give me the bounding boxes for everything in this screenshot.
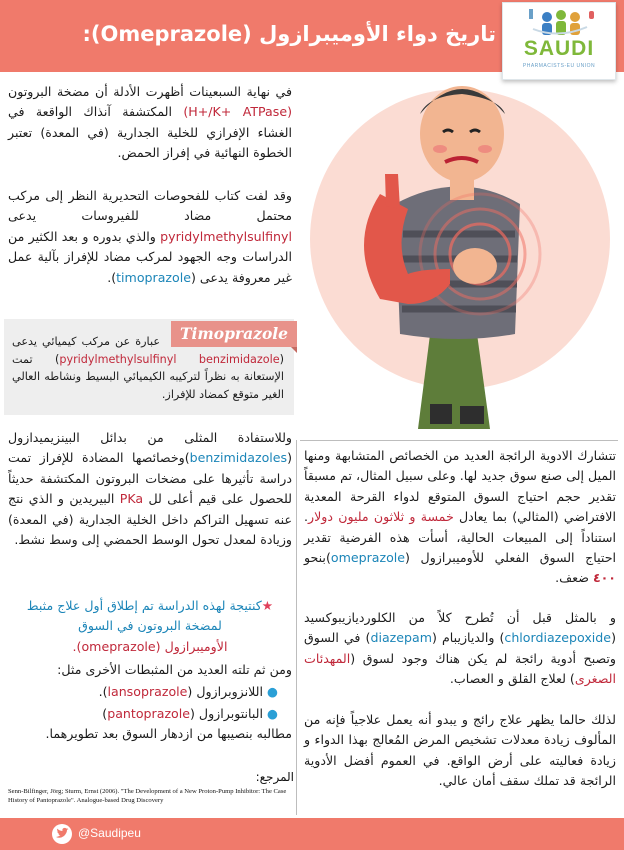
timoprazole-term: timoprazole — [116, 269, 191, 285]
pka-term: PKa — [119, 491, 144, 507]
market-text-b: وعلى سبيل المثال، تم مسبقاً تقدير حجم احتياج السوق المتوقع لدواء القرحة المعدية الافتراضي (المثالي) بما يعادل — [304, 468, 616, 525]
logo-subtitle: PHARMACISTS-EU UNION — [522, 63, 596, 69]
saudi-logo — [502, 2, 616, 80]
reference-heading: المرجع: — [255, 770, 294, 784]
pantoprazole-term: pantoprazole — [107, 706, 191, 721]
chlordiazepoxide-term: chlordiazepoxide — [504, 630, 612, 646]
discovery-text-a: وقد لفت كتاب للفحوصات التحديرية النظر إلى مركب محتمل مضاد للفيروسات يدعى — [8, 188, 292, 224]
benz-text-a: وللاستفادة المثلى من بدائل البينزيميدازول ( — [8, 430, 292, 466]
benzimidazoles-term: benzimidazoles — [189, 450, 288, 466]
result-text-a: كنتيجة لهذه الدراسة تم إطلاق أول علاج مثبط لمضخة البروتون في السوق — [26, 598, 262, 634]
panto-text-b: ) — [102, 706, 108, 721]
market-text-d: )بنحو — [304, 550, 331, 566]
benz-text-b: )وخصائصها المضادة للإفراز تمت دراسة تأثيرها على مضخات البروتون المكتشفة حديثاً للحصول على قيم أعلى لل — [8, 450, 292, 507]
logo-people-icon — [503, 5, 615, 39]
anx-text-c: ) في السوق وتصبح أدوية رائجة لم يكن هناك وجود لسوق ( — [304, 630, 616, 666]
market-value: خمسة و ثلاثون مليون دولار — [308, 509, 454, 525]
conclusion-paragraph: لذلك حالما يظهر علاج رائج و يبدو أنه يعمل علاجياً فإنه من المألوف زيادة معدلات تشخيص المرض المُعالج بهذا الدواء و زيادة فعاليته على أرض الواقع. في العموم أفضل الأدوية الرائجة قد تملك سقف أمان عالي. — [304, 712, 616, 789]
bullet-pantoprazole — [8, 704, 278, 724]
market-paragraph — [304, 446, 616, 589]
intro-text-a: في نهاية السبعينات أظهرت الأدلة أن مضخة البروتون — [8, 84, 292, 99]
market-text-e: ضعف. — [555, 570, 593, 586]
intro-text-b: المكتشفة آنذاك الواقعة في الغشاء الإفرازي للخلية الجدارية (في المعدة) تعتبر الخطوة النهائية في إفراز الحمض. — [8, 104, 292, 161]
page-title: تاريخ دواء الأوميبرازول (Omeprazole): — [82, 22, 496, 46]
market-text-c: . استناداً إلى المبيعات الحالية، أسأت هذه الفرضية تقدير احتياج السوق الفعلي للأوميبرازول ( — [304, 509, 616, 566]
twitter-bird-icon[interactable] — [52, 824, 72, 844]
discovery-text-b: والذي بدوره و بعد الكثير من الدراسات وجه الجهود لمركب مضاد للإفراز بآلية عمل غير معروفة يدعى ( — [8, 228, 292, 285]
bullet-dot-icon: ● — [267, 684, 278, 699]
benzimidazole-paragraph — [8, 428, 292, 550]
anx-text-b: ) والديازيبام ( — [432, 630, 505, 646]
fold-number: ٤٠٠ — [592, 570, 616, 586]
discovery-text-c: ). — [107, 269, 117, 285]
definition-text-c: تمت الإستعانة به نظراً لتركيبه الكيميائي البسيط ونشاطه العالي الغير متوقع كمضاد للإفراز. — [12, 352, 284, 401]
bullet-lansoprazole — [8, 682, 278, 702]
intro-paragraph — [8, 82, 292, 164]
discovery-paragraph — [8, 186, 292, 288]
twitter-handle[interactable]: @Saudipeu — [78, 826, 141, 840]
definition-chem-term: pyridylmethylsulfinyl benzimidazole — [59, 352, 280, 366]
omeprazole-term: omeprazole — [330, 550, 406, 566]
benz-text-c: البيريدين و الذي نتج عنه تسهيل التراكم داخل الخلية الجدارية (في المعدة) وزيادة لمعدل تحول الوسط الحمضي إلى وسط نشط. — [8, 491, 292, 548]
market-share-text: مطالبه بنصيبها من ازدهار السوق بعد تطويرهما. — [45, 726, 292, 741]
section-divider — [300, 440, 618, 441]
minor-tranquilizers-term: المهدئات الصغرى — [304, 650, 616, 687]
definition-text — [12, 333, 284, 403]
anxiolytics-paragraph — [304, 608, 616, 690]
definition-text-b: ) — [54, 352, 60, 366]
stomach-pain-illustration — [300, 74, 620, 434]
definition-tag-fold — [291, 347, 297, 353]
proton-pump-term: (H+/K+ ATPase) — [183, 104, 292, 120]
lansoprazole-term: lansoprazole — [107, 684, 188, 699]
anx-text-d: ) لعلاج القلق و العصاب. — [449, 671, 575, 687]
anx-text-a: و بالمثل قبل أن تُطرح كلاً من الكلورديازيبوكسيد ( — [304, 610, 616, 646]
result-highlight — [8, 596, 292, 657]
lanso-text-b: ). — [98, 684, 108, 699]
pyridyl-term: pyridylmethylsulfinyl — [160, 228, 292, 244]
panto-text-a: البانتوبرازول ( — [190, 706, 263, 721]
followers-intro: ومن ثم تلته العديد من المثبطات الأخرى مثل: — [57, 662, 292, 677]
omeprazole-launch: الأوميبرازول (omeprazole). — [72, 638, 228, 654]
logo-wordmark: SAUDI — [523, 37, 595, 60]
star-icon: ★ — [261, 598, 274, 613]
column-divider — [296, 440, 297, 815]
definition-tag: Timoprazole — [171, 321, 297, 347]
timoprazole-definition-box — [4, 319, 294, 415]
reference-citation: Senn-Bilfinger, Jörg; Sturm, Ernst (2006). "The Development of a New Proton-Pump Inhibitor: The Case History of Pantoprazole". Analogue-based Drug Discovery — [8, 788, 287, 804]
lanso-text-a: اللانزوبرازول ( — [187, 684, 263, 699]
definition-text-a: عبارة عن مركب كيميائي يدعى ( — [12, 335, 284, 366]
diazepam-term: diazepam — [370, 630, 433, 646]
market-text-a: تتشارك الادوية الرائجة العديد من الخصائص المتشابهة ومنها الميل إلى صنع سوق جديد لها. — [304, 448, 616, 484]
bullet-dot-icon: ● — [267, 706, 278, 721]
